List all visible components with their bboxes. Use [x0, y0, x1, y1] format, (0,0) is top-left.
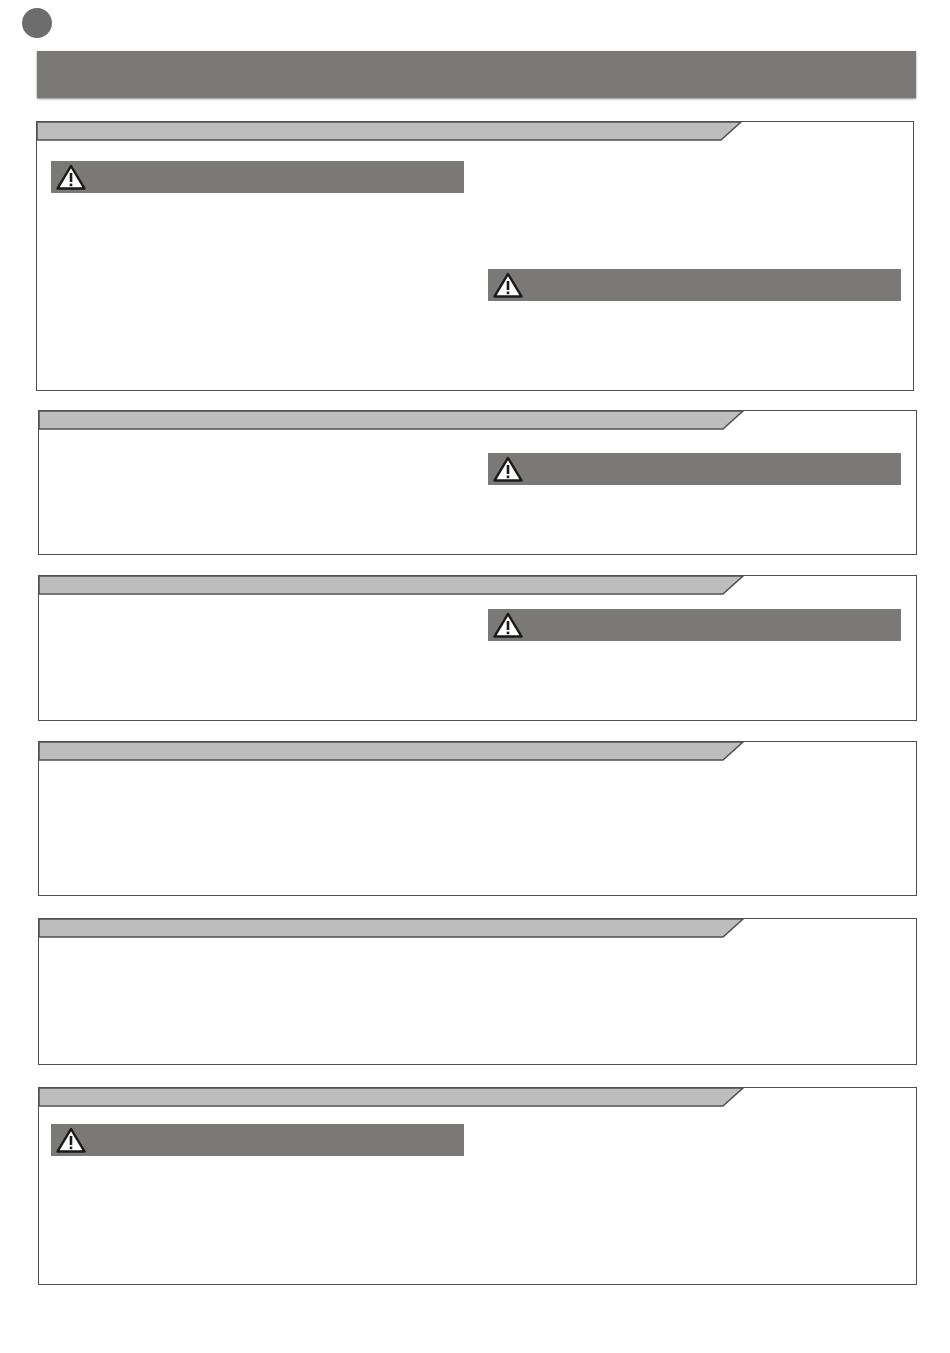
- page-number-marker: [22, 8, 52, 38]
- section-2-warning-bar: [488, 453, 901, 485]
- section-4-header-tab: [39, 742, 764, 762]
- warning-icon: [493, 612, 523, 638]
- section-1: [36, 121, 914, 391]
- section-1-header-tab: [37, 122, 762, 142]
- section-6-header-tab: [39, 1088, 764, 1108]
- section-5-header-tab: [39, 919, 764, 939]
- section-3: [38, 575, 917, 721]
- section-1-warning-bar-right: [488, 269, 901, 301]
- section-2-header-tab: [39, 411, 764, 431]
- section-3-header-tab: [39, 576, 764, 596]
- section-1-warning-bar-left: [51, 161, 464, 193]
- warning-icon: [56, 164, 86, 190]
- warning-icon: [493, 456, 523, 482]
- section-6-warning-bar: [51, 1124, 464, 1156]
- warning-icon: [56, 1127, 86, 1153]
- section-4: [38, 741, 917, 896]
- section-3-warning-bar: [488, 609, 901, 641]
- section-2: [38, 410, 917, 555]
- page-title-bar: [37, 51, 916, 98]
- section-6: [38, 1087, 917, 1285]
- warning-icon: [493, 272, 523, 298]
- section-5: [38, 918, 917, 1065]
